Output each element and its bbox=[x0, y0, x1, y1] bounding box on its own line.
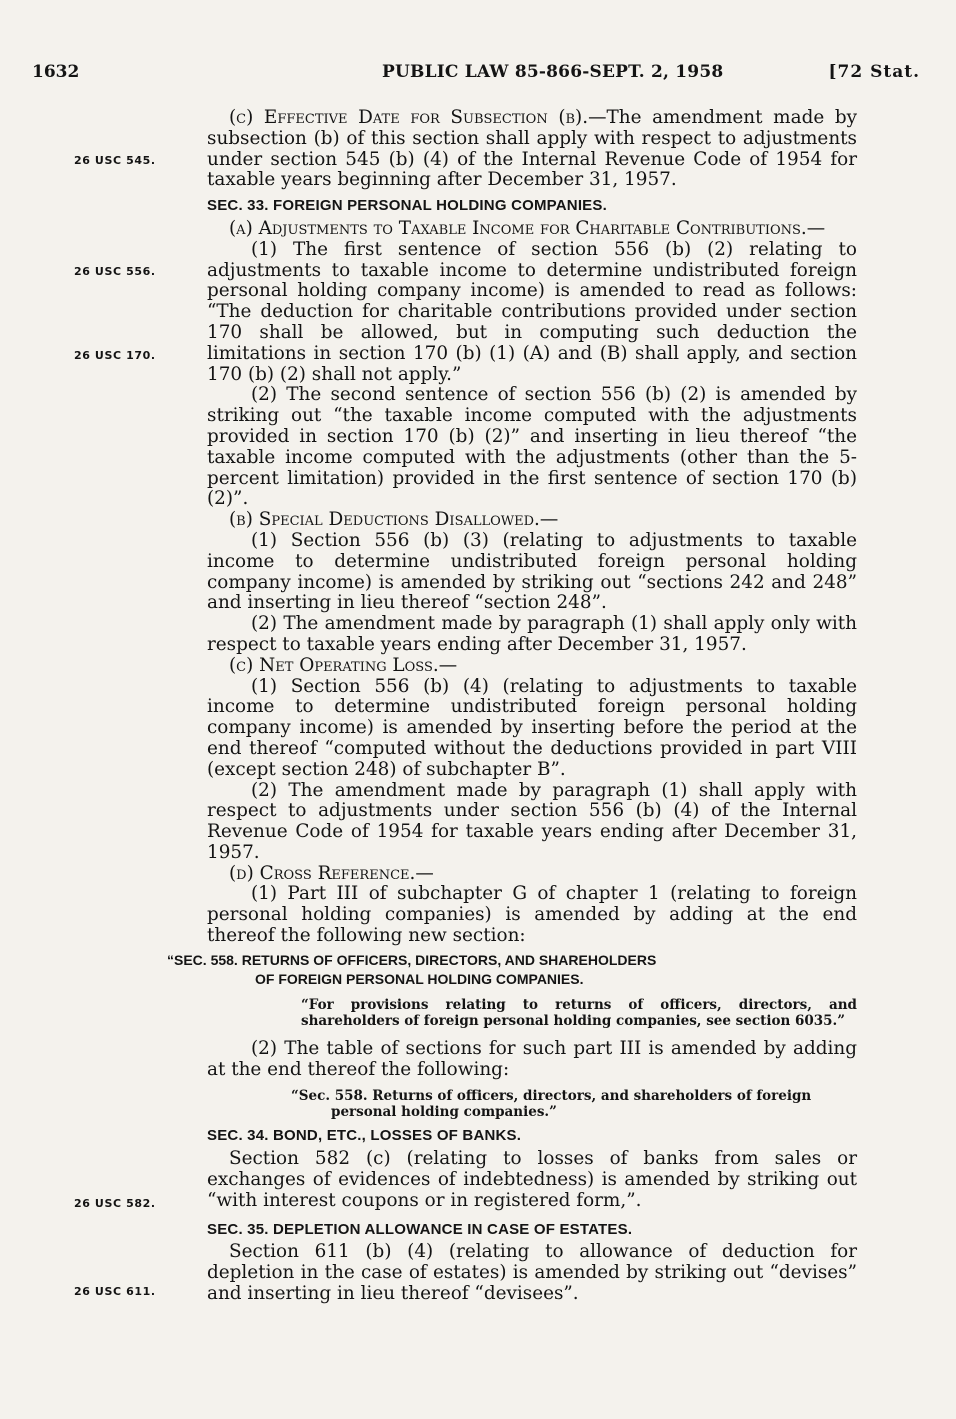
subsection-a-heading: (a) Adjustments to Taxable Income for Charitable Contributions.— bbox=[229, 217, 826, 239]
paragraph-d1: (1) Part III of subchapter G of chapter 1 (relating to foreign personal holding companies) is amended by adding at the end thereof the following new section: bbox=[207, 883, 857, 947]
margin-note-26usc170: 26 USC 170. bbox=[74, 349, 156, 362]
section-558-text: “For provisions relating to returns of officers, directors, and shareholders of foreign personal holding companies, see section 6035.” bbox=[301, 996, 857, 1029]
table-of-sections-entry bbox=[291, 1088, 857, 1120]
page-header bbox=[32, 62, 920, 86]
paragraph-text: —The amendment made by subsection (b) of this section shall apply with respect to adjustments under section 545 (b) (4) of the Internal Revenue Code of 1954 for taxable years beginning after December 31, 1957. bbox=[207, 107, 858, 191]
running-title: PUBLIC LAW 85-866-SEPT. 2, 1958 bbox=[382, 62, 724, 82]
paragraph-c2: (2) The amendment made by paragraph (1) shall apply with respect to adjustments under section 556 (b) (4) of the Internal Revenue Code of 1954 for taxable years ending after December 31, 1957. bbox=[207, 779, 857, 863]
section-35-heading: SEC. 35. DEPLETION ALLOWANCE IN CASE OF ESTATES. bbox=[207, 1220, 633, 1238]
paragraph-c-effective-date bbox=[207, 108, 857, 191]
paragraph-a2: (2) The second sentence of section 556 (b) (2) is amended by striking out “the taxable income computed with the adjustments provided in section 170 (b) (2)” and inserting in lieu thereof “the taxable income computed with the adjustments (other than the 5-percent limitation) provided in the first sentence of section 170 (b) (2)”. bbox=[207, 384, 857, 510]
margin-note-26usc582: 26 USC 582. bbox=[74, 1197, 156, 1210]
paragraph-sec34: Section 582 (c) (relating to losses of banks from sales or exchanges of evidences of indebtedness) is amended by striking out “with interest coupons or in registered form,”. bbox=[207, 1148, 857, 1211]
table-entry-line2: personal holding companies.” bbox=[331, 1104, 557, 1121]
table-entry-line1: “Sec. 558. Returns of officers, directors, and shareholders of foreign bbox=[291, 1088, 812, 1105]
section-558-heading bbox=[167, 951, 857, 989]
section-558-heading-line1: “SEC. 558. RETURNS OF OFFICERS, DIRECTORS, AND SHAREHOLDERS bbox=[167, 951, 657, 968]
statute-reference: [72 Stat. bbox=[828, 62, 920, 82]
paragraph-a1: (1) The first sentence of section 556 (b) (2) relating to adjustments to taxable income to determine undistributed foreign personal holding company income) is amended to read as follows: “The deduction for charitable contributions provided under section 170 shall be allowed, but in computing such deduction the limitations in section 170 (b) (1) (A) and (B) shall apply, and section 170 (b) (2) shall not apply.” bbox=[207, 238, 857, 385]
subsection-heading: (c) Effective Date for Subsection (b). bbox=[229, 107, 589, 128]
section-558-heading-line2: OF FOREIGN PERSONAL HOLDING COMPANIES. bbox=[255, 970, 584, 987]
paragraph-b1: (1) Section 556 (b) (3) (relating to adjustments to taxable income to determine undistributed foreign personal holding company income) is amended by striking out “sections 242 and 248” and inserting in lieu thereof “section 248”. bbox=[207, 529, 857, 614]
margin-note-26usc611: 26 USC 611. bbox=[74, 1285, 156, 1298]
subsection-b-heading: (b) Special Deductions Disallowed.— bbox=[229, 509, 559, 531]
paragraph-sec35: Section 611 (b) (4) (relating to allowance of deduction for depletion in the case of estates) is amended by striking out “devises” and inserting in lieu thereof “devisees”. bbox=[207, 1241, 857, 1305]
document-body bbox=[167, 107, 858, 1305]
paragraph-c1: (1) Section 556 (b) (4) (relating to adjustments to taxable income to determine undistributed foreign personal holding company income) is amended by inserting before the period at the end thereof “computed without the deductions provided in part VIII (except section 248) of subchapter B”. bbox=[207, 675, 857, 780]
margin-note-26usc556: 26 USC 556. bbox=[74, 265, 156, 278]
section-33-heading: SEC. 33. FOREIGN PERSONAL HOLDING COMPANIES. bbox=[207, 197, 607, 215]
subsection-d-heading: (d) Cross Reference.— bbox=[229, 862, 434, 884]
subsection-c-heading: (c) Net Operating Loss.— bbox=[229, 654, 458, 676]
paragraph-b2: (2) The amendment made by paragraph (1) shall apply only with respect to taxable years ending after December 31, 1957. bbox=[207, 613, 857, 655]
section-34-heading: SEC. 34. BOND, ETC., LOSSES OF BANKS. bbox=[207, 1127, 522, 1145]
page-number: 1632 bbox=[32, 62, 80, 82]
paragraph-d2: (2) The table of sections for such part III is amended by adding at the end thereof the following: bbox=[207, 1037, 857, 1080]
margin-note-26usc545: 26 USC 545. bbox=[74, 154, 156, 167]
